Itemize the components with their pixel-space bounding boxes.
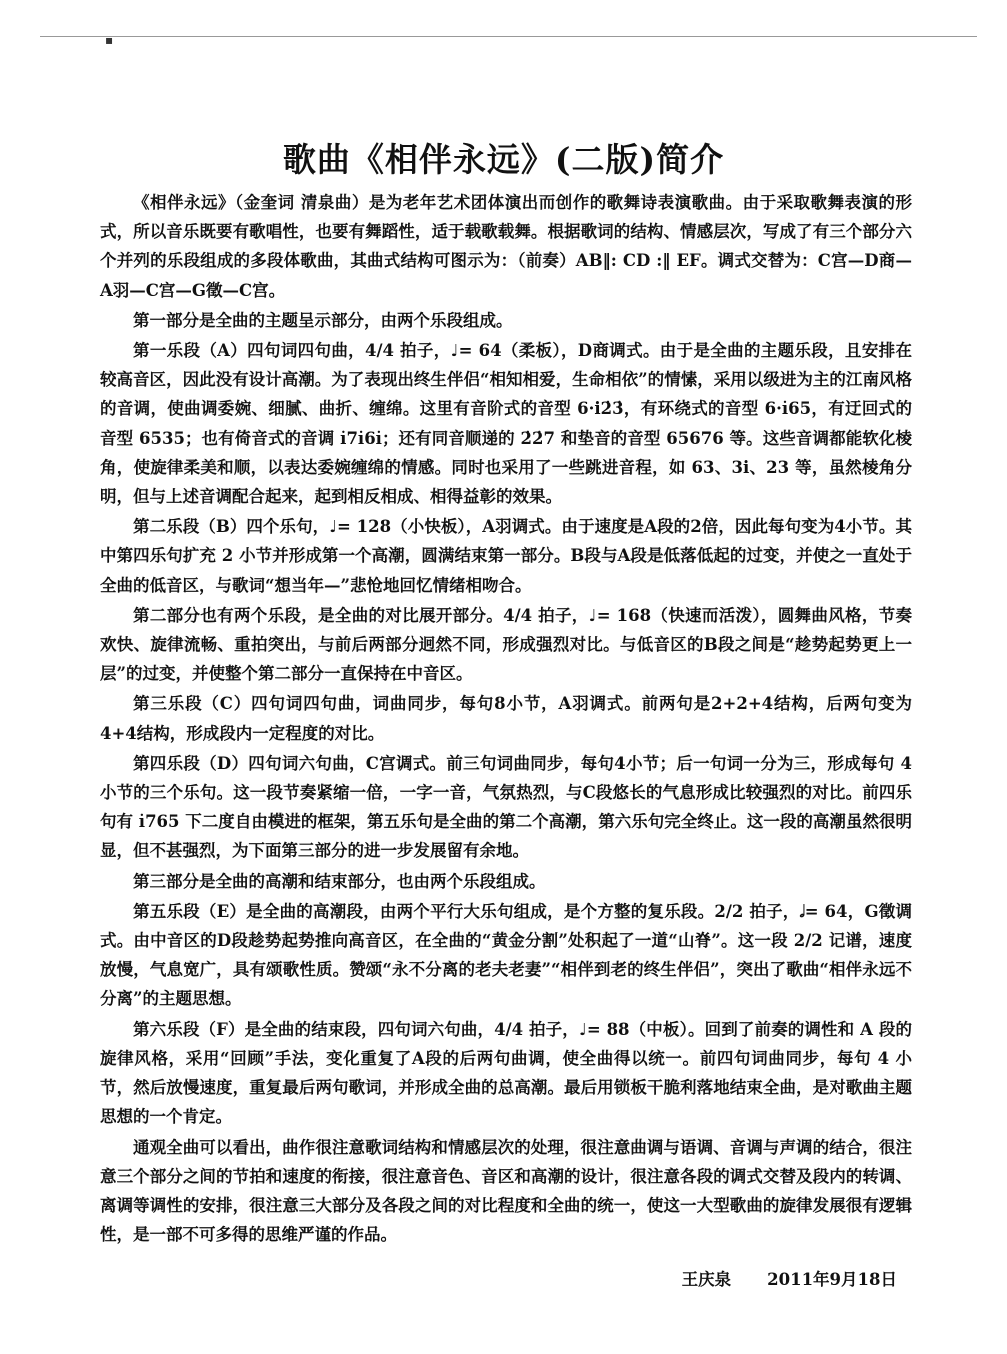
page-title: 歌曲《相伴永远》(二版)简介 [282,140,725,180]
paragraph-section-c: 第三乐段（C）四句词四句曲，词曲同步，每句8小节，A羽调式。前两句是2+2+4结构，后两句变为4+4结构，形成段内一定程度的对比。 [100,694,912,743]
paragraph-section-b: 第二乐段（B）四个乐句，♩= 128（小快板），A羽调式。由于速度是A段的2倍，因此每句变为4小节。其中第四乐句扩充 2 小节并形成第一个高潮，圆满结束第一部分。B段与A段是低落低起的过变，并使之一直处于全曲的低音区，与歌词“想当年—”悲怆地回忆情绪相吻合。 [100,517,912,595]
paragraph-part-two: 第二部分也有两个乐段，是全曲的对比展开部分。4/4 拍子，♩= 168（快速而活泼），圆舞曲风格，节奏欢快、旋律流畅、重拍突出，与前后两部分迥然不同，形成强烈对比。与低音区的B段之间是“趁势起势更上一层”的过变，并使整个第二部分一直保持在中音区。 [100,605,912,684]
page-mark: ▪ [105,33,114,47]
paragraph-part-one: 第一部分是全曲的主题呈示部分，由两个乐段组成。 [133,310,513,330]
paragraph-section-e: 第五乐段（E）是全曲的高潮段，由两个平行大乐句组成，是个方整的复乐段。2/2 拍子，𝅗𝅥= 64，G徵调式。由中音区的D段趁势起势推向高音区，在全曲的“黄金分割”处积起了一道“山脊”。这一段 2/2 记谱，速度放慢，气息宽广，具有颂歌性质。赞颂“永不分离的老夫老妻”“相伴到老的终生伴侣”，突出了歌曲“相伴永远不分离”的主题思想。 [100,901,912,1009]
signature-date: 2011年9月18日 [767,1270,897,1289]
author-name: 王庆泉 [681,1270,732,1289]
paragraph-part-three: 第三部分是全曲的高潮和结束部分，也由两个乐段组成。 [133,871,546,891]
signature [682,1266,897,1290]
article-body [100,188,912,1250]
paragraph-intro: 《相伴永远》（金奎词 清泉曲）是为老年艺术团体演出而创作的歌舞诗表演歌曲。由于采取歌舞表演的形式，所以音乐既要有歌唱性，也要有舞蹈性，适于载歌载舞。根据歌词的结构、情感层次，写成了有三个部分六个并列的乐段组成的多段体歌曲，其曲式结构可图示为：（前奏）AB‖: CD :‖ EF。调式交替为：C宫—D商—A羽—C宫—G徵—C宫。 [100,193,912,300]
paragraph-section-d: 第四乐段（D）四句词六句曲，C宫调式。前三句词曲同步，每句4小节；后一句词一分为三，形成每句 4 小节的三个乐句。这一段节奏紧缩一倍，一字一音，气氛热烈，与C段悠长的气息形成比较强烈的对比。前四乐句有 i̇765 下二度自由模进的框架，第五乐句是全曲的第二个高潮，第六乐句完全终止。这一段的高潮虽然很明显，但不甚强烈，为下面第三部分的进一步发展留有余地。 [100,753,912,861]
paragraph-section-a: 第一乐段（A）四句词四句曲，4/4 拍子，♩= 64（柔板），D商调式。由于是全曲的主题乐段，且安排在较高音区，因此没有设计高潮。为了表现出终生伴侣“相知相爱，生命相依”的情愫，采用以级进为主的江南风格的音调，使曲调委婉、细腻、曲折、缠绵。这里有音阶式的音型 6·i2̇3̇，有环绕式的音型 6·i̇65，有迂回式的音型 6535；也有倚音式的音调 i̇7i̇6i̇；还有同音顺递的 2̇2̇7 和垫音的音型 65676 等。这些音调都能软化棱角，使旋律柔美和顺，以表达委婉缠绵的情感。同时也采用了一些跳进音程，如 63、3i、23 等，虽然棱角分明，但与上述音调配合起来，起到相反相成、相得益彰的效果。 [100,341,912,507]
top-rule [40,36,977,37]
paragraph-section-f: 第六乐段（F）是全曲的结束段，四句词六句曲，4/4 拍子，♩= 88（中板）。回到了前奏的调性和 A 段的旋律风格，采用“回顾”手法，变化重复了A段的后两句曲调，使全曲得以统一。前四句词曲同步，每句 4 小节，然后放慢速度，重复最后两句歌词，并形成全曲的总高潮。最后用锁板干脆利落地结束全曲，是对歌曲主题思想的一个肯定。 [100,1019,912,1127]
paragraph-conclusion: 通观全曲可以看出，曲作很注意歌词结构和情感层次的处理，很注意曲调与语调、音调与声调的结合，很注意三个部分之间的节拍和速度的衔接，很注意音色、音区和高潮的设计，很注意各段的调式交替及段内的转调、离调等调性的安排，很注意三大部分及各段之间的对比程度和全曲的统一，使这一大型歌曲的旋律发展很有逻辑性，是一部不可多得的思维严谨的作品。 [100,1137,912,1245]
